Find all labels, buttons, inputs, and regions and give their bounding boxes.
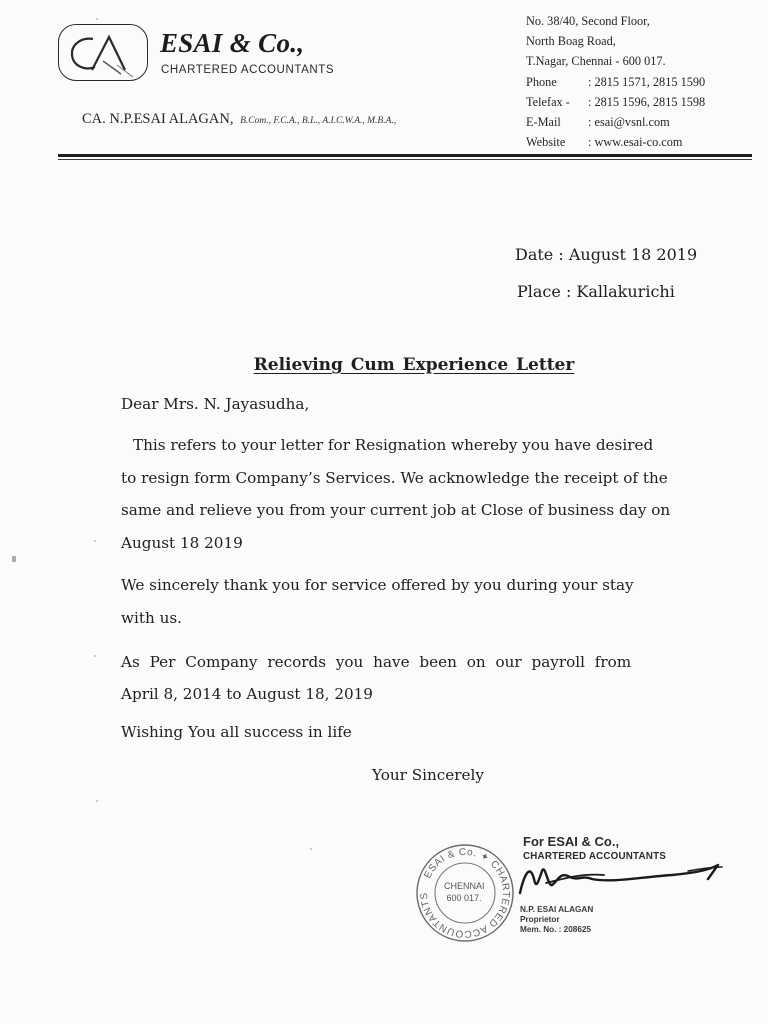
scan-speck	[94, 540, 96, 542]
paragraph-line: August 18 2019	[121, 533, 243, 552]
scan-speck	[94, 655, 96, 657]
closing-line: Your Sincerely	[372, 766, 484, 784]
handwritten-signature	[512, 853, 732, 907]
letterhead-divider-thick	[58, 154, 752, 157]
address-line-2: North Boag Road,	[526, 34, 616, 49]
for-firm-label: For ESAI & Co.,	[523, 834, 620, 849]
paragraph-line: to resign form Company’s Services. We acknowledge the receipt of the	[121, 468, 668, 487]
paragraph-line-text: This refers to your letter for Resignation whereby you have desired	[133, 436, 654, 454]
paragraph-thanks	[121, 569, 711, 635]
proprietor-qualifications: B.Com., F.C.A., B.L., A.I.C.W.A., M.B.A.,	[240, 116, 397, 126]
firm-address	[526, 11, 762, 152]
salutation: Dear Mrs. N. Jayasudha,	[121, 395, 310, 413]
website-value: : www.esai-co.com	[588, 135, 683, 150]
paragraph-resignation	[121, 429, 711, 559]
email-value: : esai@vsnl.com	[588, 115, 670, 130]
phone-value: : 2815 1571, 2815 1590	[588, 74, 706, 89]
telefax-label: Telefax -	[526, 94, 570, 109]
signatory-title: Proprietor	[520, 915, 560, 924]
wishing-line: Wishing You all success in life	[121, 723, 352, 741]
website-row	[526, 132, 762, 152]
scan-speck	[96, 800, 98, 802]
paragraph-line: same and relieve you from your current job at Close of business day on	[121, 501, 671, 519]
signature-icon	[512, 853, 732, 903]
telefax-value: : 2815 1596, 2815 1598	[588, 94, 706, 109]
firm-logo	[58, 24, 148, 81]
firm-name: ESAI & Co.,	[160, 28, 305, 58]
letterhead-divider-thin	[58, 159, 752, 160]
paragraph-line: April 8, 2014 to August 18, 2019	[121, 685, 373, 703]
seal-city: CHENNAI	[444, 881, 485, 891]
phone-label: Phone	[526, 74, 557, 89]
paragraph-line: We sincerely thank you for service offered by you during your stay	[121, 576, 634, 594]
scan-speck	[310, 848, 312, 850]
letter-subject: Relieving Cum Experience Letter	[253, 355, 575, 375]
email-label: E-Mail	[526, 115, 561, 130]
firm-subtitle: CHARTERED ACCOUNTANTS	[161, 64, 335, 76]
letter-place: Place : Kallakurichi	[517, 282, 675, 301]
paragraph-payroll	[121, 646, 711, 710]
letter-date: Date : August 18 2019	[515, 245, 698, 264]
seal-pin: 600 017.	[446, 893, 482, 903]
website-label: Website	[526, 135, 566, 150]
proprietor-line	[82, 111, 396, 128]
scan-speck	[12, 556, 16, 562]
proprietor-name: CA. N.P.ESAI ALAGAN,	[82, 111, 234, 127]
paragraph-line	[121, 429, 711, 462]
scan-speck	[96, 18, 98, 20]
ca-logo-icon	[59, 25, 149, 82]
telefax-row	[526, 92, 762, 112]
paragraph-line: with us.	[121, 609, 182, 627]
address-line-3: T.Nagar, Chennai - 600 017.	[526, 54, 666, 69]
email-row	[526, 112, 762, 132]
svg-text:ESAI & Co. ✦ CHARTERED ACCOUNT: ESAI & Co. ✦ CHARTERED ACCOUNTANTS	[418, 846, 512, 940]
for-firm-subtitle: CHARTERED ACCOUNTANTS	[523, 851, 666, 862]
phone-row	[526, 72, 762, 92]
address-line-1: No. 38/40, Second Floor,	[526, 14, 650, 28]
membership-number: Mem. No. : 208625	[520, 925, 591, 934]
signatory-name: N.P. ESAI ALAGAN	[520, 905, 594, 914]
paragraph-line: As Per Company records you have been on our payroll from	[121, 653, 632, 671]
